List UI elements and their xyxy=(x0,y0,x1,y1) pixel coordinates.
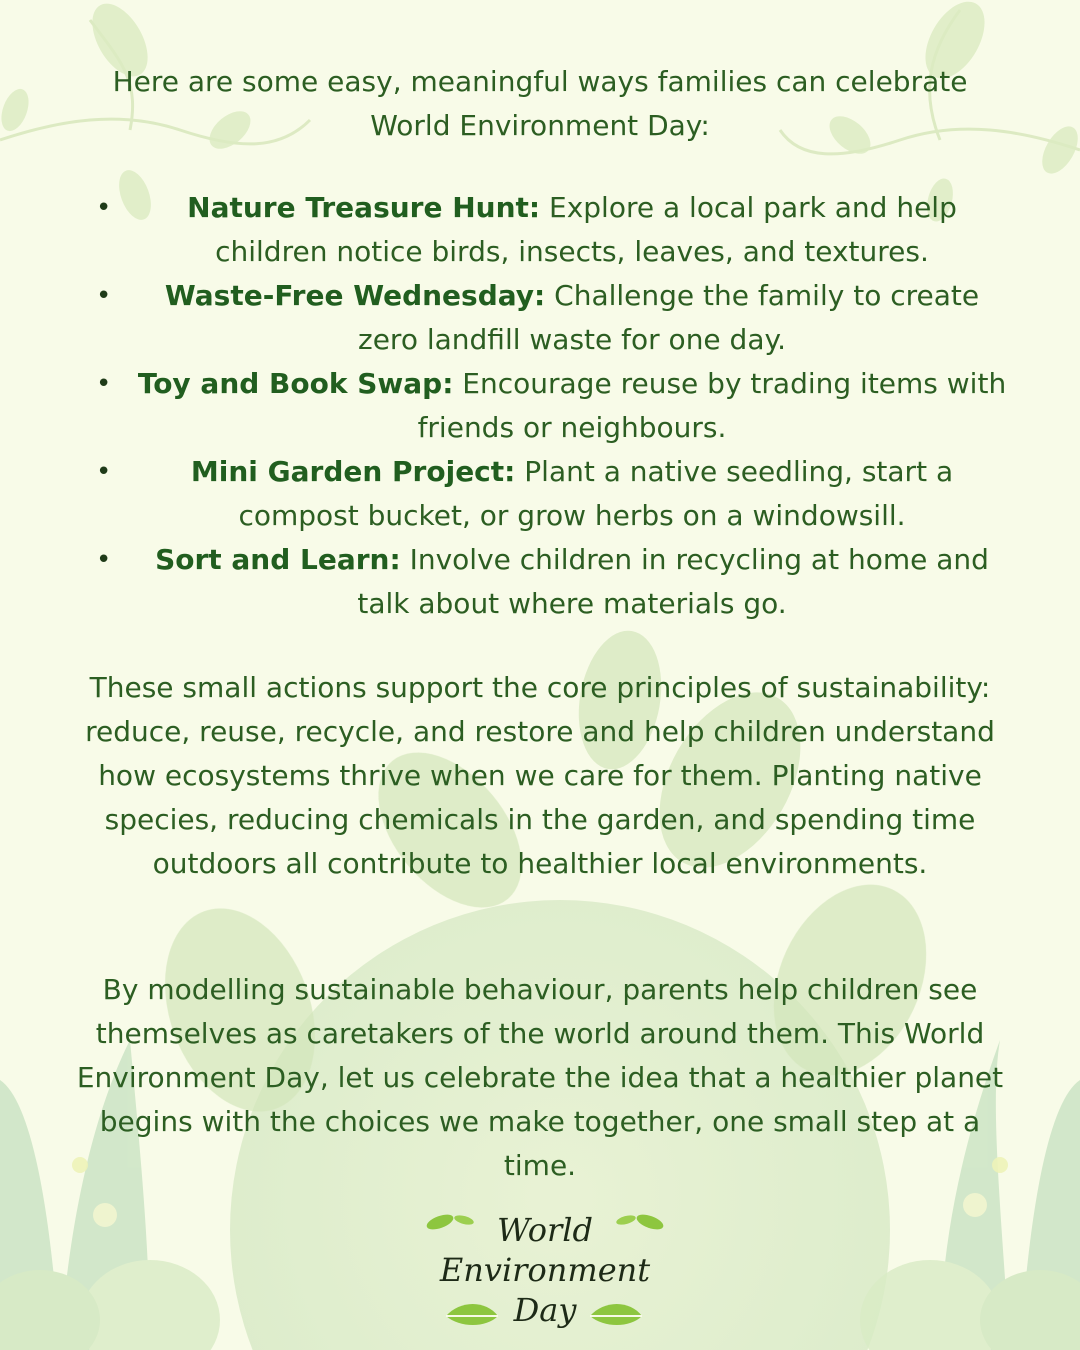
bullet-icon: • xyxy=(96,545,112,575)
world-environment-day-logo xyxy=(400,1198,690,1344)
tip-text: Encourage reuse by trading items with friends or neighbours. xyxy=(417,367,1007,444)
bullet-icon: • xyxy=(96,281,112,311)
sustainability-paragraph: These small actions support the core principles of sustainability: reduce, reuse, recycle, and restore and help children understand how ecosystems thrive when we care for them. Planting native species, reducing chemicals in the garden, and spending time outdoors all contribute to healthier local environments. xyxy=(85,671,995,880)
tip-term: Waste-Free Wednesday: xyxy=(164,279,546,312)
list-item xyxy=(90,274,1010,362)
tip-text: Challenge the family to create zero landfill waste for one day. xyxy=(358,279,980,356)
tip-term: Mini Garden Project: xyxy=(190,455,516,488)
tip-term: Toy and Book Swap: xyxy=(137,367,454,400)
tip-term: Sort and Learn: xyxy=(155,543,401,576)
tip-text: Plant a native seedling, start a compost bucket, or grow herbs on a windowsill. xyxy=(238,455,954,532)
tip-term: Nature Treasure Hunt: xyxy=(187,191,541,224)
list-item xyxy=(90,450,1010,538)
logo-line-environment: Environment xyxy=(439,1251,651,1289)
list-item xyxy=(90,362,1010,450)
bullet-icon: • xyxy=(96,369,112,399)
list-item xyxy=(90,186,1010,274)
intro-text: Here are some easy, meaningful ways families can celebrate World Environment Day: xyxy=(112,65,968,142)
list-item xyxy=(90,538,1010,626)
tip-text: Explore a local park and help children notice birds, insects, leaves, and textures. xyxy=(215,191,957,268)
tips-list xyxy=(90,186,1010,626)
logo-line-world: World xyxy=(497,1211,593,1249)
tip-text: Involve children in recycling at home and talk about where materials go. xyxy=(357,543,989,620)
closing-paragraph: By modelling sustainable behaviour, parents help children see themselves as caretakers of the world around them. This World Environment Day, let us celebrate the idea that a healthier planet begins with the choices we make together, one small step at a time. xyxy=(76,973,1004,1182)
bullet-icon: • xyxy=(96,193,112,223)
bullet-icon: • xyxy=(96,457,112,487)
logo-line-day: Day xyxy=(513,1291,577,1329)
